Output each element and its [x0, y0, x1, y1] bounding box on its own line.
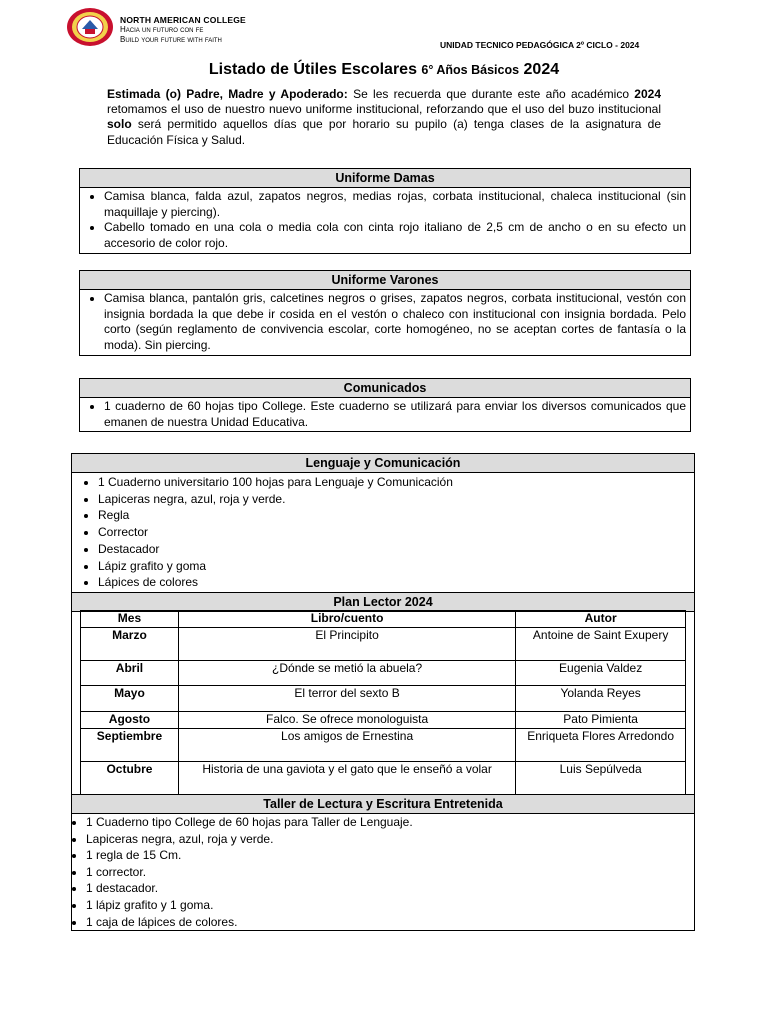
intro-solo: solo — [107, 117, 132, 132]
comunicados-title: Comunicados — [80, 379, 690, 398]
uniforme-varones-title: Uniforme Varones — [80, 271, 690, 290]
book-cell: El terror del sexto B — [178, 685, 515, 711]
list-item: • 1 lápiz grafito y 1 goma. — [86, 897, 690, 914]
column-header: Autor — [516, 611, 686, 628]
author-cell: Yolanda Reyes — [516, 685, 686, 711]
book-cell: Los amigos de Ernestina — [178, 728, 515, 761]
list-item: • Cabello tomado en una cola o media cola con cinta rojo italiano de 2,5 cm de ancho o en su efecto un accesorio de color rojo. — [104, 220, 686, 251]
intro-year: 2024 — [634, 87, 661, 101]
uniforme-varones-list — [80, 290, 690, 353]
list-item: • Destacador — [98, 541, 690, 558]
book-cell: Falco. Se ofrece monologuista — [178, 711, 515, 728]
column-header: Mes — [81, 611, 179, 628]
plan-lector-title: Plan Lector 2024 — [72, 592, 694, 612]
taller-title: Taller de Lectura y Escritura Entretenida — [72, 794, 694, 814]
list-item: • Lapiceras negra, azul, roja y verde. — [86, 831, 690, 848]
title-year: 2024 — [523, 61, 560, 78]
comunicados-section — [79, 378, 691, 432]
uniforme-damas-section — [79, 168, 691, 254]
list-item: • 1 Cuaderno tipo College de 60 hojas para Taller de Lenguaje. — [86, 814, 690, 831]
title-grade: 6° Años Básicos — [421, 63, 520, 77]
author-cell: Pato Pimienta — [516, 711, 686, 728]
taller-list — [72, 813, 694, 930]
list-item: • Regla — [98, 507, 690, 524]
column-header: Libro/cuento — [178, 611, 515, 628]
lenguaje-title: Lenguaje y Comunicación — [72, 454, 694, 473]
table-row — [81, 711, 686, 728]
unit-label: UNIDAD TECNICO PEDAGÓGICA 2º CICLO - 2024 — [440, 40, 640, 50]
book-cell: ¿Dónde se metió la abuela? — [178, 660, 515, 685]
uniforme-varones-section — [79, 270, 691, 356]
table-row — [81, 685, 686, 711]
list-item: • Lápices de colores — [98, 574, 690, 591]
list-item: • Camisa blanca, falda azul, zapatos negros, medias rojas, corbata institucional, chaleca institucional (sin maquillaje y piercing). — [104, 189, 686, 220]
intro-text-3: será permitido aquellos días que por horario su pupilo (a) tenga clases de la asignatura de Educación Física y Salud. — [107, 117, 661, 147]
month-cell: Marzo — [81, 627, 179, 660]
table-row — [81, 627, 686, 660]
month-cell: Septiembre — [81, 728, 179, 761]
list-item: • 1 Cuaderno universitario 100 hojas para Lenguaje y Comunicación — [98, 474, 690, 491]
intro-text-1: Se les recuerda que durante este año académico — [347, 87, 635, 101]
page-title — [0, 61, 768, 79]
uniforme-damas-list — [80, 188, 690, 251]
list-item: • Corrector — [98, 524, 690, 541]
month-cell: Agosto — [81, 711, 179, 728]
table-header-row — [81, 611, 686, 628]
table-row — [81, 728, 686, 761]
author-cell: Luis Sepúlveda — [516, 761, 686, 794]
uniforme-damas-title: Uniforme Damas — [80, 169, 690, 188]
comunicados-list — [80, 398, 690, 430]
table-row — [81, 660, 686, 685]
month-cell: Abril — [81, 660, 179, 685]
month-cell: Mayo — [81, 685, 179, 711]
author-cell: Enriqueta Flores Arredondo — [516, 728, 686, 761]
school-slogan-1: Hacia un futuro con fe — [120, 25, 204, 34]
list-item: • Camisa blanca, pantalón gris, calcetines negros o grises, zapatos negros, corbata institucional, vestón con insignia bordada la que debe ir cosida en el vestón o chaleco con institucional con insignia bordada. Pelo corto (según reglamento de convivencia escolar, corte homogéneo, no se aceptan cortes de fantasía o la moda). Sin piercing. — [104, 291, 686, 353]
list-item: • 1 corrector. — [86, 864, 690, 881]
school-name: NORTH AMERICAN COLLEGE — [120, 15, 246, 25]
author-cell: Eugenia Valdez — [516, 660, 686, 685]
intro-text-2: retomamos el uso de nuestro nuevo uniforme institucional, reforzando que el uso del buzo institucional — [107, 102, 661, 117]
lenguaje-list — [72, 473, 694, 591]
list-item: • 1 regla de 15 Cm. — [86, 847, 690, 864]
list-item: • 1 destacador. — [86, 880, 690, 897]
school-brand — [120, 15, 246, 45]
plan-lector-table — [80, 610, 686, 795]
month-cell: Octubre — [81, 761, 179, 794]
table-row — [81, 761, 686, 794]
intro-salutation: Estimada (o) Padre, Madre y Apoderado: — [107, 87, 348, 101]
school-slogan-2: Build your future with faith — [120, 35, 222, 44]
list-item: • 1 cuaderno de 60 hojas tipo College. Este cuaderno se utilizará para enviar los diversos comunicados que emanen de nuestra Unidad Educativa. — [104, 399, 686, 430]
list-item: • Lápiz grafito y goma — [98, 558, 690, 575]
list-item: • Lapiceras negra, azul, roja y verde. — [98, 491, 690, 508]
author-cell: Antoine de Saint Exupery — [516, 627, 686, 660]
book-cell: El Principito — [178, 627, 515, 660]
school-logo — [66, 7, 114, 47]
list-item: • 1 caja de lápices de colores. — [86, 914, 690, 931]
book-cell: Historia de una gaviota y el gato que le enseñó a volar — [178, 761, 515, 794]
intro-paragraph — [107, 87, 661, 148]
title-main: Listado de Útiles Escolares — [208, 61, 417, 78]
